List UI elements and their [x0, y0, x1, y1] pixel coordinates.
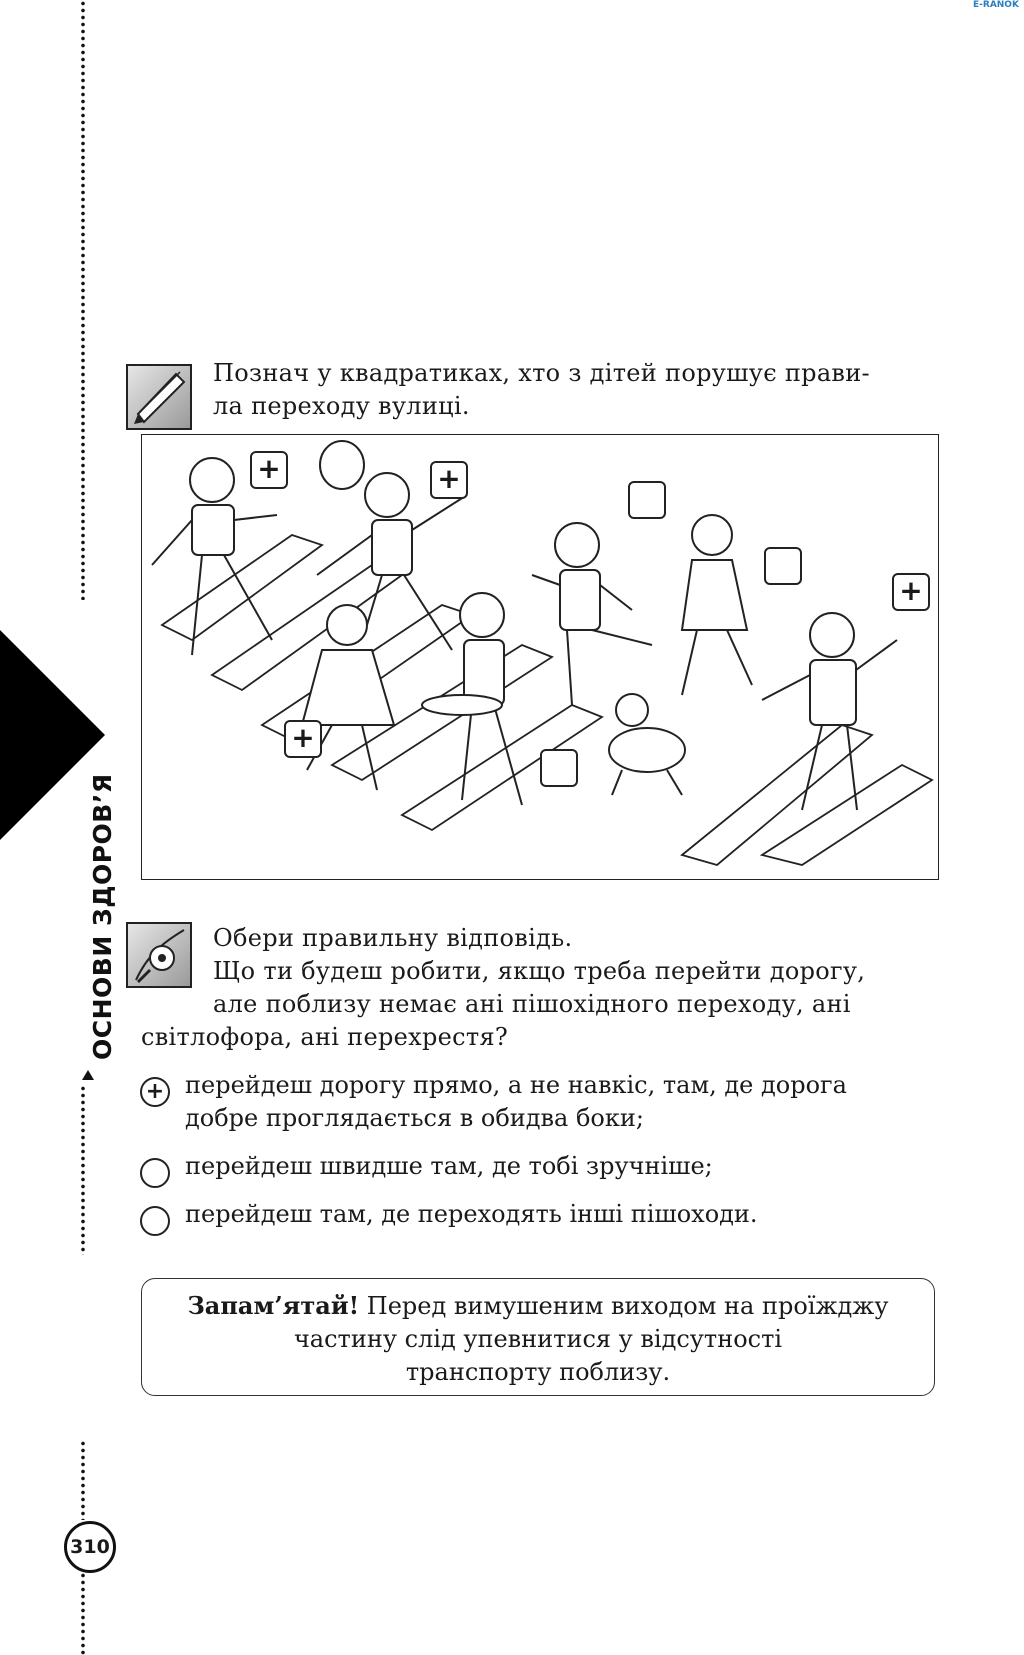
dotted-border-top: [80, 0, 86, 600]
subject-label: ОСНОВИ ЗДОРОВ’Я: [88, 773, 117, 1060]
task2-question-line3: світлофора, ані перехрестя?: [141, 1023, 509, 1051]
dotted-border-middle: [80, 1085, 86, 1255]
answer-text-3: перейдеш там, де переходять інші пішоходи.: [185, 1200, 758, 1228]
task2-question-line1: Що ти будеш робити, якщо треба перейти дорогу,: [213, 957, 866, 985]
checkbox-girl-pigtails[interactable]: [764, 547, 802, 585]
answer-text-1: перейдеш дорогу прямо, а не навкіс, там, де дорога добре проглядається в обидва боки;: [185, 1071, 847, 1132]
dotted-border-bottom: [80, 1572, 86, 1655]
checkbox-girl-roller[interactable]: [628, 481, 666, 519]
checkbox-girl-book[interactable]: +: [284, 720, 322, 758]
answer-text-2: перейдеш швидше там, де тобі зручніше;: [185, 1152, 713, 1180]
remember-label: Запам’ятай!: [187, 1291, 360, 1320]
side-arrow-icon: [82, 1070, 94, 1080]
checkbox-boy-skateboard[interactable]: [540, 749, 578, 787]
checkbox-boy-1[interactable]: +: [250, 451, 288, 489]
pencil-icon: [126, 364, 192, 430]
answer-radio-1[interactable]: +: [140, 1077, 170, 1107]
checkbox-boy-pointing[interactable]: +: [892, 573, 930, 611]
remember-note: Запам’ятай! Перед вимушеним виходом на проїжджу частину слід упевнитися у відсутності транспорту поблизу.: [141, 1278, 935, 1396]
page-number: 310: [64, 1521, 116, 1573]
task2-question-line2: але поблизу немає ані пішохідного переходу, ані: [213, 990, 851, 1018]
task2-instruction: Обери правильну відповідь.: [213, 924, 573, 952]
dotted-border-lower: [80, 1440, 86, 1520]
answer-radio-3[interactable]: [140, 1206, 170, 1236]
task1-text: Познач у квадратиках, хто з дітей порушує прави- ла переходу вулиці.: [213, 359, 870, 420]
answer-radio-2[interactable]: [140, 1158, 170, 1188]
task2-text: [141, 922, 941, 1054]
checkbox-boy-with-ball[interactable]: +: [430, 461, 468, 499]
publisher-logo: E-RANOK: [973, 0, 1019, 10]
children-crossing-illustration: [141, 434, 939, 880]
